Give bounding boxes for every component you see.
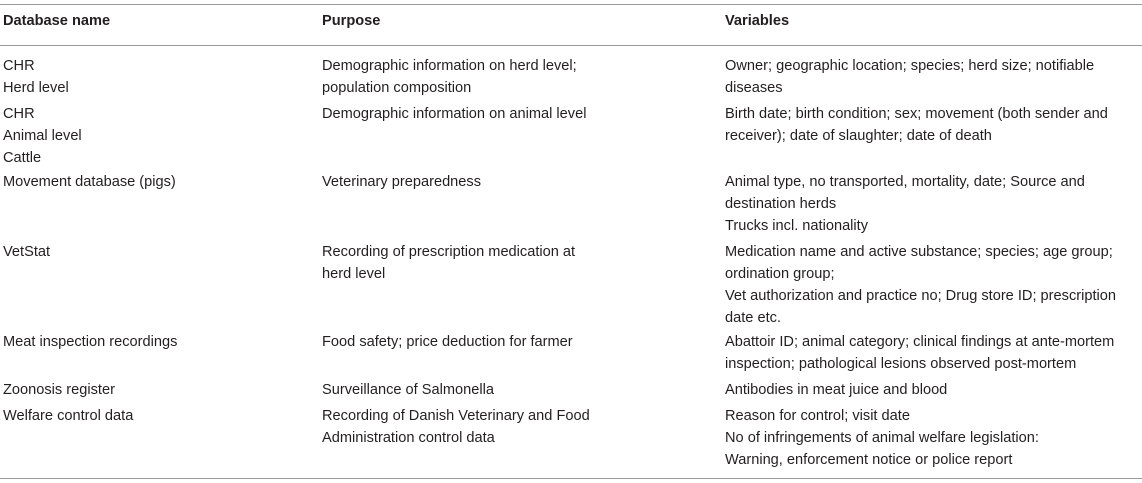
cell-line: herd level [322,266,386,282]
table-row-movement-purpose [322,171,481,193]
table-row-chr-herd-name [3,55,69,99]
table-row-movement-variables [725,171,1085,237]
cell-line: Recording of Danish Veterinary and Food [322,408,590,424]
table-row-chr-herd-variables [725,55,1094,99]
table-bottom-rule [0,478,1142,479]
cell-line: Zoonosis register [3,382,115,398]
header-purpose: Purpose [322,13,381,29]
table-row-meat-inspection-name [3,331,177,353]
table-row-welfare-name [3,405,133,427]
table-row-welfare-variables [725,405,1039,471]
cell-line: population composition [322,80,472,96]
cell-line: Warning, enforcement notice or police report [725,452,1013,468]
table-row-vetstat-variables [725,241,1116,329]
cell-line: Antibodies in meat juice and blood [725,382,948,398]
cell-line: date etc. [725,310,781,326]
cell-line: VetStat [3,244,51,260]
table-row-zoonosis-name [3,379,115,401]
cell-line: Animal type, no transported, mortality, date; Source and [725,174,1085,190]
table-row-chr-animal-purpose [322,103,586,125]
table-row-vetstat-purpose [322,241,575,285]
cell-line: Demographic information on herd level; [322,58,577,74]
cell-line: Abattoir ID; animal category; clinical findings at ante-mortem [725,334,1115,350]
cell-line: Demographic information on animal level [322,106,587,122]
cell-line: Veterinary preparedness [322,174,482,190]
table-row-movement-name [3,171,176,193]
table-row-zoonosis-variables [725,379,947,401]
cell-line: diseases [725,80,783,96]
cell-line: Recording of prescription medication at [322,244,576,260]
header-rule [0,45,1142,46]
cell-line: No of infringements of animal welfare legislation: [725,430,1039,446]
header-variables: Variables [725,13,790,29]
cell-line: Movement database (pigs) [3,174,176,190]
cell-line: Cattle [3,150,42,166]
cell-line: Surveillance of Salmonella [322,382,494,398]
cell-line: Herd level [3,80,69,96]
cell-line: Medication name and active substance; species; age group; [725,244,1113,260]
cell-line: Trucks incl. nationality [725,218,869,234]
table-row-welfare-purpose [322,405,590,449]
header-database-name: Database name [3,13,111,29]
table-row-chr-animal-name [3,103,82,169]
table-row-meat-inspection-purpose [322,331,573,353]
cell-line: inspection; pathological lesions observed post-mortem [725,356,1077,372]
table-row-vetstat-name [3,241,50,263]
table-row-meat-inspection-variables [725,331,1114,375]
cell-line: CHR [3,106,35,122]
cell-line: Vet authorization and practice no; Drug store ID; prescription [725,288,1116,304]
cell-line: CHR [3,58,35,74]
cell-line: ordination group; [725,266,835,282]
cell-line: Food safety; price deduction for farmer [322,334,573,350]
cell-line: Welfare control data [3,408,134,424]
cell-line: receiver); date of slaughter; date of death [725,128,992,144]
cell-line: Animal level [3,128,82,144]
table-top-rule [0,4,1142,5]
cell-line: Administration control data [322,430,495,446]
cell-line: destination herds [725,196,837,212]
cell-line: Reason for control; visit date [725,408,910,424]
table-row-chr-animal-variables [725,103,1108,147]
cell-line: Birth date; birth condition; sex; movement (both sender and [725,106,1108,122]
cell-line: Meat inspection recordings [3,334,178,350]
table-row-zoonosis-purpose [322,379,494,401]
cell-line: Owner; geographic location; species; herd size; notifiable [725,58,1095,74]
table-row-chr-herd-purpose [322,55,577,99]
